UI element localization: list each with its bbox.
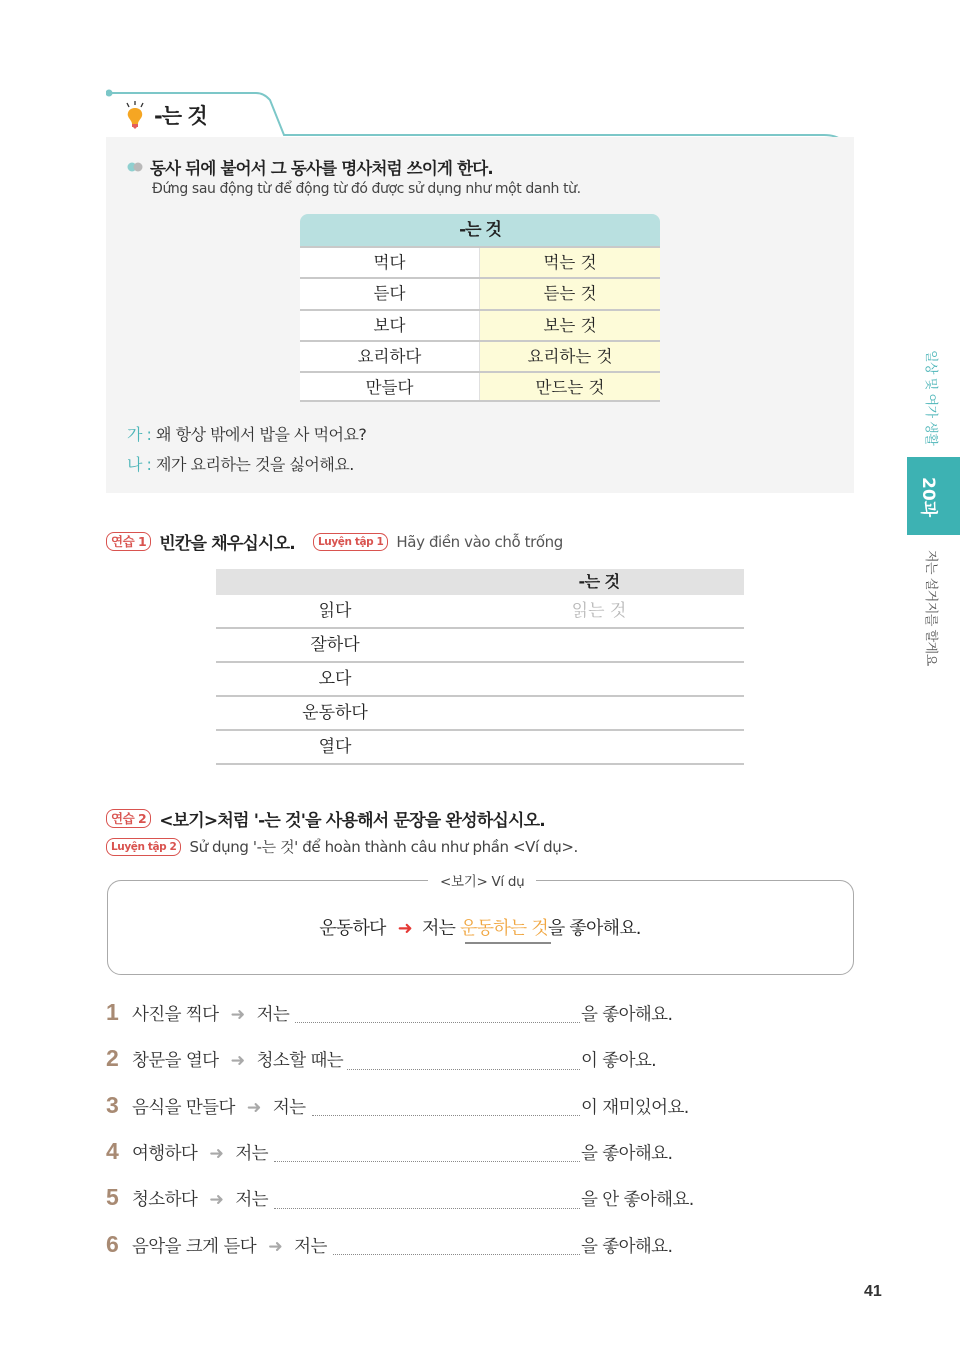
practice1-table xyxy=(216,569,744,765)
table-row xyxy=(300,246,660,277)
item-prefix: 저는 xyxy=(235,1144,268,1164)
arrow-right-icon: ➜ xyxy=(230,1005,245,1025)
item-number: 5 xyxy=(106,1184,119,1210)
base-verb: 요리하다 xyxy=(300,342,480,371)
item-base: 음악을 크게 듣다 xyxy=(132,1237,257,1257)
conjugation-table-header: -는 것 xyxy=(300,214,660,246)
item-number: 4 xyxy=(106,1138,119,1164)
item-base: 창문을 열다 xyxy=(132,1051,219,1071)
practice1-header-label: -는 것 xyxy=(578,572,620,591)
table-row xyxy=(300,340,660,371)
practice1-table-header xyxy=(216,569,744,595)
item-number: 3 xyxy=(106,1092,119,1118)
noun-form: 먹는 것 xyxy=(480,248,660,277)
base-verb: 먹다 xyxy=(300,248,480,277)
exercise-item-1 xyxy=(106,999,289,1026)
page-number: 41 xyxy=(864,1283,882,1300)
item-number: 6 xyxy=(106,1231,119,1257)
item-ending-6: 을 좋아해요. xyxy=(581,1237,673,1257)
answer-blank-1[interactable] xyxy=(295,1022,580,1023)
practice2-badge-vi: Luyện tập 2 xyxy=(106,838,181,856)
table-row xyxy=(216,595,744,629)
exercise-item-6 xyxy=(106,1231,327,1258)
speaker-b: 나 xyxy=(127,455,142,474)
practice2-instruction-vi: Sử dụng '-는 것' để hoàn thành câu như phần <Ví dụ>. xyxy=(189,838,578,856)
exercise-item-4 xyxy=(106,1138,268,1165)
item-base: 여행하다 xyxy=(132,1144,198,1164)
base-verb: 보다 xyxy=(300,311,480,340)
dialog-text: 제가 요리하는 것을 싫어해요. xyxy=(156,455,354,474)
item-prefix: 청소할 때는 xyxy=(256,1051,344,1071)
side-category-label: 일상 및 여가 생활 xyxy=(923,350,938,446)
dialog-text: 왜 항상 밖에서 밥을 사 먹어요? xyxy=(156,425,367,444)
item-ending-3: 이 재미있어요. xyxy=(581,1098,689,1118)
item-prefix: 저는 xyxy=(256,1005,290,1025)
answer-field[interactable]: 읽는 것 xyxy=(571,601,627,621)
table-row xyxy=(216,663,744,697)
base-verb: 잘하다 xyxy=(310,635,360,655)
grammar-description-ko: 동사 뒤에 붙어서 그 동사를 명사처럼 쓰이게 한다. xyxy=(150,159,493,178)
answer-blank-4[interactable] xyxy=(274,1161,580,1162)
practice1-badge-vi: Luyện tập 1 xyxy=(313,533,388,551)
base-verb: 읽다 xyxy=(318,601,352,621)
table-row xyxy=(300,309,660,340)
exercise-item-2 xyxy=(106,1045,343,1072)
item-ending-5: 을 안 좋아해요. xyxy=(581,1190,694,1210)
practice2-subheader xyxy=(106,836,578,857)
base-verb: 오다 xyxy=(318,669,352,689)
table-row xyxy=(300,371,660,402)
item-base: 음식을 만들다 xyxy=(132,1098,235,1118)
example-sentence xyxy=(0,914,960,940)
answer-blank-3[interactable] xyxy=(312,1115,580,1116)
example-label: <보기> Ví dụ xyxy=(428,870,536,890)
exercise-item-5 xyxy=(106,1184,268,1211)
grammar-description-vi: Đứng sau động từ để động từ đó được sử dụng như một danh từ. xyxy=(152,181,581,197)
practice1-instruction-ko: 빈칸을 채우십시오. xyxy=(159,534,295,554)
item-prefix: 저는 xyxy=(235,1190,268,1210)
answer-field[interactable] xyxy=(454,663,744,695)
item-prefix: 저는 xyxy=(272,1098,306,1118)
item-base: 청소하다 xyxy=(132,1190,198,1210)
item-base: 사진을 찍다 xyxy=(132,1005,219,1025)
base-verb: 운동하다 xyxy=(302,703,368,723)
example-underline xyxy=(465,942,551,944)
answer-blank-6[interactable] xyxy=(333,1254,580,1255)
grammar-title xyxy=(124,100,207,130)
answer-field[interactable] xyxy=(454,731,744,763)
item-ending-1: 을 좋아해요. xyxy=(581,1005,673,1025)
item-number: 2 xyxy=(106,1045,119,1071)
table-row xyxy=(216,697,744,731)
noun-form: 듣는 것 xyxy=(480,279,660,308)
lightbulb-icon xyxy=(124,100,146,130)
example-answer: 운동하는 것 xyxy=(460,918,548,939)
side-lesson-title: 저는 설거지를 할게요 xyxy=(923,550,938,666)
item-prefix: 저는 xyxy=(294,1237,327,1257)
example-suffix: 을 좋아해요. xyxy=(547,918,641,939)
practice1-badge-ko: 연습 1 xyxy=(106,532,151,551)
base-verb: 만들다 xyxy=(300,373,480,400)
arrow-right-icon: ➜ xyxy=(209,1144,224,1164)
example-base: 운동하다 xyxy=(319,918,386,939)
item-number: 1 xyxy=(106,999,119,1025)
practice1-instruction-vi: Hãy điền vào chỗ trống xyxy=(396,532,563,551)
table-row xyxy=(216,629,744,663)
item-ending-4: 을 좋아해요. xyxy=(581,1144,673,1164)
practice2-badge-ko: 연습 2 xyxy=(106,809,151,828)
example-prefix: 저는 xyxy=(421,918,461,939)
dialog-line-2: 나 : 제가 요리하는 것을 싫어해요. xyxy=(127,455,354,474)
conjugation-table xyxy=(300,214,660,402)
answer-blank-5[interactable] xyxy=(274,1208,580,1209)
item-ending-2: 이 좋아요. xyxy=(581,1051,657,1071)
answer-field[interactable] xyxy=(454,697,744,729)
practice2-instruction-ko: <보기>처럼 '-는 것'을 사용해서 문장을 완성하십시오. xyxy=(159,811,545,831)
practice1-header xyxy=(106,529,563,554)
answer-blank-2[interactable] xyxy=(347,1069,580,1070)
arrow-right-icon: ➜ xyxy=(246,1098,261,1118)
grammar-title-text: -는 것 xyxy=(154,104,207,128)
base-verb: 듣다 xyxy=(300,279,480,308)
noun-form: 요리하는 것 xyxy=(480,342,660,371)
table-row xyxy=(300,277,660,308)
arrow-right-icon: ➜ xyxy=(230,1051,245,1071)
answer-field[interactable] xyxy=(454,629,744,661)
arrow-right-icon: ➜ xyxy=(209,1190,224,1210)
noun-form: 만드는 것 xyxy=(480,373,660,400)
exercise-item-3 xyxy=(106,1092,306,1119)
noun-form: 보는 것 xyxy=(480,311,660,340)
base-verb: 열다 xyxy=(318,737,352,757)
table-row xyxy=(216,731,744,765)
arrow-right-icon: ➜ xyxy=(268,1237,283,1257)
bullet-dots-icon xyxy=(126,161,146,173)
dialog-line-1: 가 : 왜 항상 밖에서 밥을 사 먹어요? xyxy=(127,425,367,444)
speaker-a: 가 xyxy=(127,425,142,444)
practice2-header xyxy=(106,806,545,831)
arrow-right-icon: ➜ xyxy=(397,918,412,939)
side-lesson-tab: 20과 xyxy=(907,457,960,535)
